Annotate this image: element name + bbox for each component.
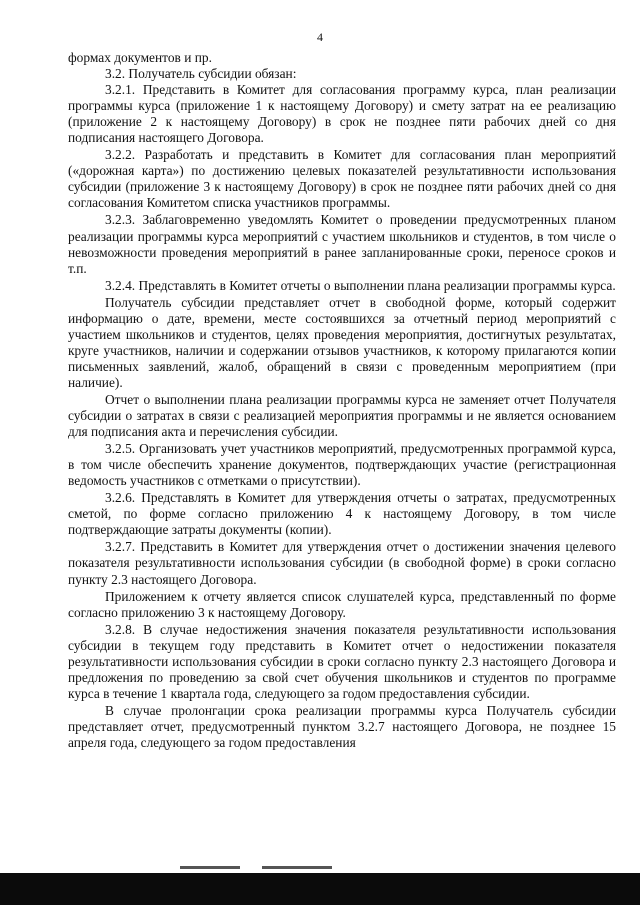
- paragraph-3-2-1: 3.2.1. Представить в Комитет для согласования программу курса, план реализации программы курса (приложение 1 к настоящему Договору) и смету затрат на ее реализацию (приложение 2 к настоящему Договору) в срок не позднее пяти рабочих дней со дня подписания настоящего Договора.: [68, 82, 616, 146]
- paragraph-3-2-4: 3.2.4. Представлять в Комитет отчеты о выполнении плана реализации программы курса.: [105, 277, 616, 293]
- paragraph-report-content: Получатель субсидии представляет отчет в свободной форме, который содержит информацию о дате, времени, месте состоявшихся за отчетный период мероприятий с участием школьников и студентов, целях проведения мероприятия, достигнутых результатах, круге участников, наличии и содержании отзывов участников, к которому прилагаются копии письменных заявлений, жалоб, обращений в связи с проведенным мероприятием (при наличие).: [68, 294, 616, 390]
- paragraph-3-2: 3.2. Получатель субсидии обязан:: [105, 66, 297, 82]
- paragraph-3-2-7: 3.2.7. Представить в Комитет для утверждения отчет о достижении значения целевого показателя результативности использования субсидии (в свободной форме) в сроки согласно пункту 2.3 настоящего Договора.: [68, 539, 616, 587]
- paragraph-attachment: Приложением к отчету является список слушателей курса, представленный по форме согласно приложению 3 к настоящему Договору.: [68, 588, 616, 620]
- paragraph-report-note: Отчет о выполнении плана реализации программы курса не заменяет отчет Получателя субсидии о затратах в связи с реализацией мероприятия программы и не является основанием для подписания акта и перечисления субсидии.: [68, 391, 616, 440]
- page-number: 4: [317, 30, 323, 44]
- scan-edge-band: [0, 873, 640, 905]
- scan-artifact: [262, 866, 332, 869]
- paragraph-prolongation: В случае пролонгации срока реализации программы курса Получатель субсидии представляет отчет, предусмотренный пунктом 3.2.7 настоящего Договора, не позднее 15 апреля года, следующего за годом предоставления: [68, 702, 616, 750]
- paragraph-3-2-5: 3.2.5. Организовать учет участников мероприятий, предусмотренных программой курса, в том числе обеспечить хранение документов, подтверждающих участие (регистрационная ведомость участников с отметками о присутствии).: [68, 441, 616, 489]
- paragraph-continuation: формах документов и пр.: [68, 50, 212, 65]
- paragraph-3-2-2: 3.2.2. Разработать и представить в Комитет для согласования план мероприятий («дорожная карта») по достижению целевых показателей результативности использования субсидии (приложение 3 к настоящему Договору) в срок не позднее пяти рабочих дней со дня согласования Комитетом списка участников программы.: [68, 147, 616, 211]
- paragraph-3-2-6: 3.2.6. Представлять в Комитет для утверждения отчеты о затратах, предусмотренных сметой, по форме согласно приложению 4 к настоящему Договору, в том числе подтверждающие затраты документы (копии).: [68, 490, 616, 538]
- paragraph-3-2-8: 3.2.8. В случае недостижения значения показателя результативности использования субсидии в текущем году представить в Комитет отчет о недостижении показателя результативности использования субсидии в сроки согласно пункту 2.3 настоящего Договора и предложения по проведению за свой счет обучения школьников и студентов по программе курса в течение 1 квартала года, следующего за годом предоставления субсидии.: [68, 621, 616, 701]
- paragraph-3-2-3: 3.2.3. Заблаговременно уведомлять Комитет о проведении предусмотренных планом реализации программы курса мероприятий с участием школьников и студентов, в том числе о невозможности проведения мероприятий в ранее запланированные сроки, переносе сроков и т.п.: [68, 212, 616, 276]
- document-body: [68, 50, 616, 751]
- scan-artifact: [180, 866, 240, 869]
